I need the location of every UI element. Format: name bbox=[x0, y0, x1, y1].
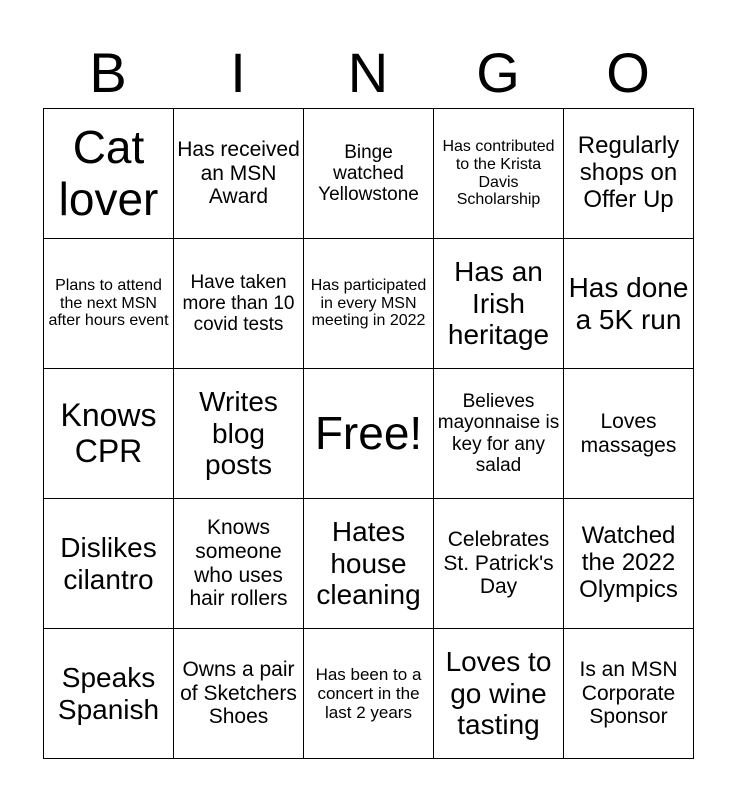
bingo-cell[interactable]: Have taken more than 10 covid tests bbox=[174, 239, 304, 369]
bingo-board bbox=[43, 108, 694, 759]
header-letter-o: O bbox=[606, 41, 650, 104]
board-row bbox=[44, 109, 694, 239]
board-row bbox=[44, 629, 694, 759]
bingo-cell[interactable]: Owns a pair of Sketchers Shoes bbox=[174, 629, 304, 759]
bingo-cell[interactable]: Has been to a concert in the last 2 years bbox=[304, 629, 434, 759]
bingo-cell[interactable]: Plans to attend the next MSN after hours event bbox=[44, 239, 174, 369]
header-letter-i: I bbox=[230, 41, 246, 104]
bingo-cell[interactable]: Loves massages bbox=[564, 369, 694, 499]
bingo-header bbox=[43, 40, 693, 106]
header-letter-n: N bbox=[347, 41, 389, 104]
bingo-cell[interactable]: Loves to go wine tasting bbox=[434, 629, 564, 759]
bingo-cell[interactable]: Knows CPR bbox=[44, 369, 174, 499]
bingo-cell[interactable]: Has participated in every MSN meeting in 2022 bbox=[304, 239, 434, 369]
board-row bbox=[44, 239, 694, 369]
board-row bbox=[44, 369, 694, 499]
board-row bbox=[44, 499, 694, 629]
bingo-cell[interactable]: Celebrates St. Patrick's Day bbox=[434, 499, 564, 629]
bingo-cell[interactable]: Believes mayonnaise is key for any salad bbox=[434, 369, 564, 499]
bingo-cell[interactable]: Cat lover bbox=[44, 109, 174, 239]
bingo-cell[interactable]: Watched the 2022 Olympics bbox=[564, 499, 694, 629]
bingo-cell[interactable]: Binge watched Yellowstone bbox=[304, 109, 434, 239]
bingo-cell[interactable]: Has received an MSN Award bbox=[174, 109, 304, 239]
bingo-cell[interactable]: Speaks Spanish bbox=[44, 629, 174, 759]
bingo-cell[interactable]: Knows someone who uses hair rollers bbox=[174, 499, 304, 629]
bingo-cell[interactable]: Hates house cleaning bbox=[304, 499, 434, 629]
bingo-cell[interactable]: Has contributed to the Krista Davis Scholarship bbox=[434, 109, 564, 239]
bingo-cell[interactable]: Dislikes cilantro bbox=[44, 499, 174, 629]
bingo-cell[interactable]: Regularly shops on Offer Up bbox=[564, 109, 694, 239]
bingo-cell[interactable]: Is an MSN Corporate Sponsor bbox=[564, 629, 694, 759]
bingo-cell[interactable]: Writes blog posts bbox=[174, 369, 304, 499]
bingo-cell[interactable]: Has done a 5K run bbox=[564, 239, 694, 369]
free-space-cell[interactable]: Free! bbox=[304, 369, 434, 499]
bingo-cell[interactable]: Has an Irish heritage bbox=[434, 239, 564, 369]
header-letter-g: G bbox=[476, 41, 520, 104]
header-letter-b: B bbox=[89, 41, 127, 104]
